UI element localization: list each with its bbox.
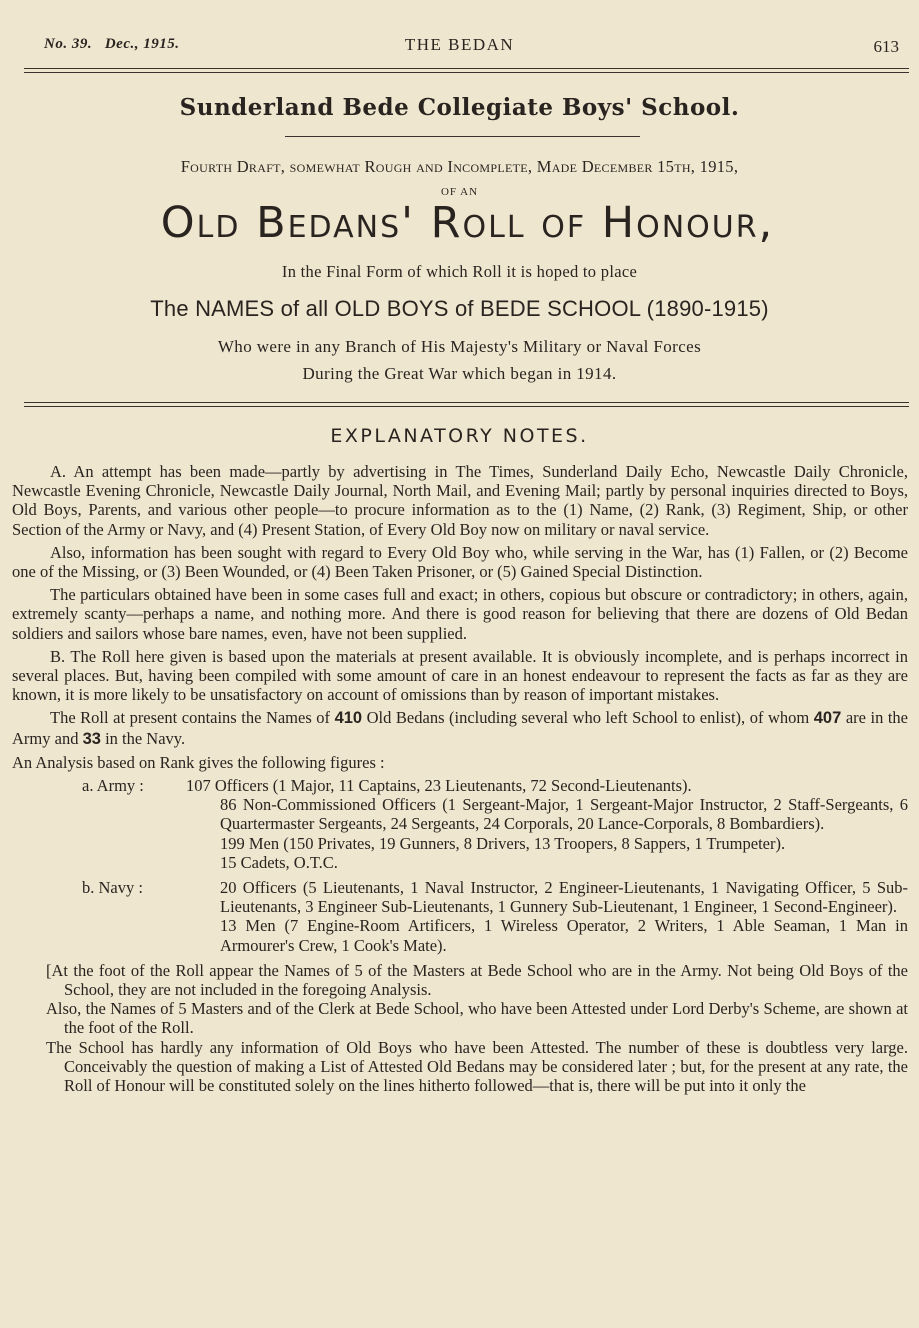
- army-count: 407: [813, 709, 842, 728]
- school-rule: [285, 136, 640, 137]
- analysis-intro: An Analysis based on Rank gives the following figures :: [12, 752, 385, 772]
- army-line-nco: 86 Non-Commissioned Officers (1 Sergeant-Major, 1 Sergeant-Major Instructor, 2 Staff-Sergeants, 6 Quartermaster Sergeants, 24 Sergeants, 24 Corporals, 20 Lance-Corporals, 8 Bombardiers).: [220, 795, 908, 834]
- main-title: Old Bedans' Roll of Honour,: [160, 198, 775, 248]
- of-an-line: OF AN: [440, 186, 479, 198]
- page-number: 613: [873, 37, 899, 56]
- para-also: Also, information has been sought with regard to Every Old Boy who, while serving in the War, has (1) Fallen, or (2) Become one of the Missing, or (3) Been Wounded, or (4) Been Taken Prisoner, or (5) Gained Special Distinction.: [12, 542, 908, 582]
- army-analysis: [12, 776, 908, 872]
- attested-note: The School has hardly any information of Old Boys who have been Attested. The number of these is doubtless very large. Conceivably the question of making a List of Attested Old Bedans may be considered later ; but, for the present at any rate, the Roll of Honour will be constituted solely on the lines hitherto followed—that is, there will be put into it only the: [46, 1037, 908, 1096]
- army-label: a. Army :: [82, 776, 144, 796]
- journal-title: THE BEDAN: [404, 35, 515, 54]
- army-line-officers: 107 Officers (1 Major, 11 Captains, 23 Lieutenants, 72 Second-Lieutenants).: [186, 776, 692, 796]
- para-a: A. An attempt has been made—partly by advertising in The Times, Sunderland Daily Echo, Newcastle Daily Chronicle, Newcastle Evening Chronicle, Newcastle Daily Journal, North Mail, and Evening Mail; partly by personal inquiries directed to Boys, Old Boys, Parents, and various other people—to procure information as to the (1) Name, (2) Rank, (3) Regiment, Ship, or other Section of the Army or Navy, and (4) Present Station, of Every Old Boy now on military or naval service.: [12, 462, 908, 539]
- page-header: [0, 34, 919, 62]
- names-line: The NAMES of all OLD BOYS of BEDE SCHOOL (1890-1915): [150, 296, 769, 321]
- header-rule-top: [24, 68, 909, 69]
- para-particulars: The particulars obtained have been in some cases full and exact; in others, copious but obscure or contradictory; in others, again, extremely scanty—perhaps a name, and nothing more. And there is good reason for believing that there are dozens of Old Bedan soldiers and sailors whose bare names, even, have not been supplied.: [12, 585, 908, 643]
- notes-block: [46, 961, 908, 1095]
- final-form-line: In the Final Form of which Roll it is hoped to place: [281, 262, 638, 281]
- navy-line-men: 13 Men (7 Engine-Room Artificers, 1 Wireless Operator, 2 Writers, 1 Able Seaman, 1 Man in Armourer's Crew, 1 Cook's Mate).: [220, 916, 908, 955]
- explanatory-heading: EXPLANATORY NOTES.: [330, 425, 589, 447]
- draft-line: Fourth Draft, somewhat Rough and Incomplete, Made December 15th, 1915,: [180, 157, 739, 176]
- army-line-men: 199 Men (150 Privates, 19 Gunners, 8 Drivers, 13 Troopers, 8 Sappers, 1 Trumpeter).: [220, 833, 786, 853]
- school-name: Sunderland Bede Collegiate Boys' School.: [179, 94, 740, 121]
- navy-line-officers: 20 Officers (5 Lieutenants, 1 Naval Instructor, 2 Engineer-Lieutenants, 1 Navigating Officer, 5 Sub-Lieutenants, 3 Engineer Sub-Lieutenants, 1 Gunnery Sub-Lieutenant, 1 Engineer, 1 Second-Engineer).: [220, 878, 908, 917]
- issue-date: Dec., 1915.: [104, 36, 180, 52]
- section-rule-top: [24, 402, 909, 403]
- explanatory-body: [12, 462, 908, 1095]
- section-rule-bottom: [24, 406, 909, 407]
- navy-count: 33: [82, 729, 101, 748]
- war-line: During the Great War which began in 1914.: [302, 364, 617, 383]
- masters-note: [At the foot of the Roll appear the Names of 5 of the Masters at Bede School who are in the Army. Not being Old Boys of the School, they are not included in the foregoing Analysis.: [46, 960, 908, 1000]
- issue-number: No. 39.: [44, 36, 93, 52]
- army-line-cadets: 15 Cadets, O.T.C.: [220, 852, 338, 872]
- para-roll-contains: The Roll at present contains the Names of 410 Old Bedans (including several who left School to enlist), of whom 407 are in the Army and 33 in the Navy.: [12, 708, 909, 748]
- navy-label: b. Navy :: [82, 878, 143, 898]
- derby-note: Also, the Names of 5 Masters and of the Clerk at Bede School, who have been Attested under Lord Derby's Scheme, are shown at the foot of the Roll.: [46, 999, 908, 1038]
- navy-analysis: [12, 878, 908, 955]
- total-names-count: 410: [334, 709, 363, 728]
- forces-line: Who were in any Branch of His Majesty's Military or Naval Forces: [217, 337, 702, 356]
- para-b: B. The Roll here given is based upon the materials at present available. It is obviously incomplete, and is perhaps incorrect in several places. But, having been compiled with some amount of care in an honest endeavour to represent the facts as far as they are known, it is more likely to be unsatisfactory on account of omissions than by reason of important mistakes.: [12, 646, 908, 705]
- header-rule-bottom: [24, 72, 909, 73]
